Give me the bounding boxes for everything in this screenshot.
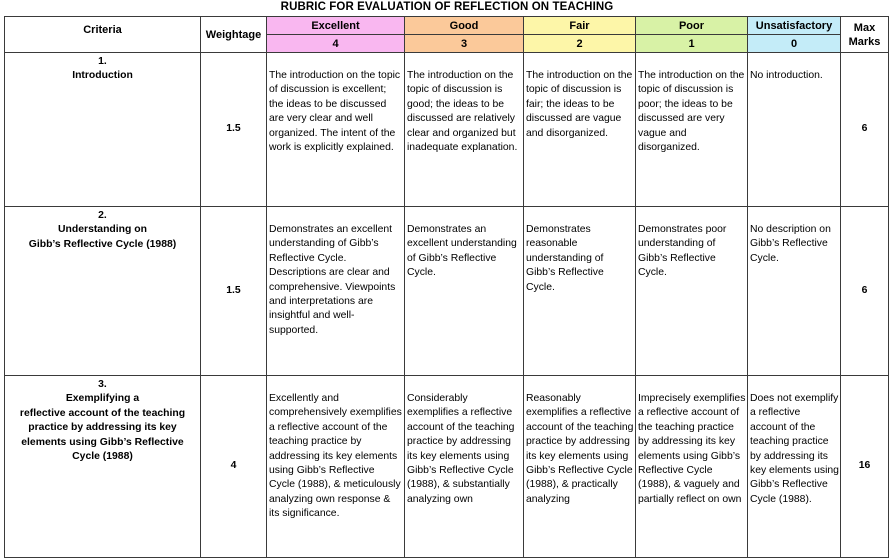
descriptor-text: No description on Gibb’s Reflective Cycle. <box>750 224 831 264</box>
descriptor-poor <box>636 207 748 376</box>
rubric-title: RUBRIC FOR EVALUATION OF REFLECTION ON TEACHING <box>280 1 614 13</box>
criteria-cell <box>5 207 201 376</box>
descriptor-text: No introduction. <box>750 70 823 81</box>
criteria-line: Introduction <box>72 70 133 82</box>
criteria-number: 3. <box>98 379 107 390</box>
weightage-value: 1.5 <box>201 207 267 376</box>
criteria-number: 2. <box>98 210 107 221</box>
level-good-score: 3 <box>405 35 524 53</box>
level-excellent-label: Excellent <box>267 17 405 35</box>
descriptor-good <box>405 207 524 376</box>
descriptor-fair <box>524 53 636 207</box>
level-poor-label: Poor <box>636 17 748 35</box>
level-unsatisfactory-label: Unsatisfactory <box>748 17 841 35</box>
descriptor-unsatisfactory <box>748 53 841 207</box>
descriptor-text: Considerably exemplifies a reflective account of the teaching practice by addressing its key elements using Gibb’s Reflective Cycle (1988), & substantially analyzing own <box>407 393 515 505</box>
descriptor-good <box>405 53 524 207</box>
table-row <box>5 207 889 376</box>
descriptor-text: Excellently and comprehensively exemplifies a reflective account of the teaching practice by addressing its key elements using Gibb’s Reflective Cycle (1988), & meticulously analyzing own response & its significance. <box>269 393 402 520</box>
criteria-line: elements using Gibb’s Reflective <box>21 436 184 448</box>
descriptor-fair <box>524 207 636 376</box>
header-weightage: Weightage <box>201 17 267 53</box>
descriptor-unsatisfactory <box>748 376 841 558</box>
descriptor-text: The introduction on the topic of discussion is good; the ideas to be discussed are relatively clear and organized but inadequate explanation. <box>407 70 518 154</box>
descriptor-excellent <box>267 376 405 558</box>
rubric-table <box>4 16 889 558</box>
table-row <box>5 376 889 558</box>
max-marks-value: 16 <box>841 376 889 558</box>
descriptor-poor <box>636 53 748 207</box>
level-fair-label: Fair <box>524 17 636 35</box>
descriptor-fair <box>524 376 636 558</box>
descriptor-text: The introduction on the topic of discussion is fair; the ideas to be discussed are vague and disorganized. <box>526 70 633 139</box>
descriptor-text: Does not exemplify a reflective account of the teaching practice by addressing its key elements using Gibb’s Reflective Cycle (1988). <box>750 393 839 505</box>
descriptor-poor <box>636 376 748 558</box>
level-unsatisfactory-score: 0 <box>748 35 841 53</box>
descriptor-text: Imprecisely exemplifies a reflective account of the teaching practice by addressing its key elements using Gibb’s Reflective Cycle (1988), & vaguely and partially reflect on own <box>638 393 746 505</box>
descriptor-excellent <box>267 53 405 207</box>
descriptor-text: Demonstrates reasonable understanding of Gibb’s Reflective Cycle. <box>526 224 604 293</box>
level-excellent-score: 4 <box>267 35 405 53</box>
descriptor-text: Reasonably exemplifies a reflective account of the teaching practice by addressing its key elements using Gibb’s Reflective Cycle (1988), & practically analyzing <box>526 393 634 505</box>
descriptor-text: The introduction on the topic of discussion is excellent; the ideas to be discussed are very clear and well organized. The intent of the work is explicitly explained. <box>269 70 401 154</box>
header-max-marks-line1: Max <box>853 21 876 34</box>
criteria-line: Exemplifying a <box>65 393 140 405</box>
descriptor-good <box>405 376 524 558</box>
level-fair-score: 2 <box>524 35 636 53</box>
descriptor-text: Demonstrates an excellent understanding of Gibb’s Reflective Cycle. <box>407 224 517 279</box>
max-marks-value: 6 <box>841 207 889 376</box>
descriptor-unsatisfactory <box>748 207 841 376</box>
table-row <box>5 53 889 207</box>
criteria-number: 1. <box>98 56 107 67</box>
max-marks-value: 6 <box>841 53 889 207</box>
descriptor-excellent <box>267 207 405 376</box>
criteria-line: practice by addressing its key <box>28 422 177 434</box>
weightage-value: 4 <box>201 376 267 558</box>
header-max-marks-line2: Marks <box>848 35 881 48</box>
header-criteria: Criteria <box>5 17 201 53</box>
weightage-value: 1.5 <box>201 53 267 207</box>
level-poor-score: 1 <box>636 35 748 53</box>
criteria-cell <box>5 376 201 558</box>
header-max-marks <box>841 17 889 53</box>
criteria-line: Understanding on <box>58 224 147 236</box>
descriptor-text: Demonstrates poor understanding of Gibb’s Reflective Cycle. <box>638 224 727 279</box>
level-good-label: Good <box>405 17 524 35</box>
descriptor-text: The introduction on the topic of discussion is poor; the ideas to be discussed are very vague and disorganized. <box>638 70 745 154</box>
criteria-line: Cycle (1988) <box>72 451 133 463</box>
criteria-line: reflective account of the teaching <box>19 407 186 419</box>
criteria-cell <box>5 53 201 207</box>
descriptor-text: Demonstrates an excellent understanding of Gibb’s Reflective Cycle. Descriptions are clear and comprehensive. Viewpoints and interpretations are insightful and well-supported. <box>269 224 396 336</box>
criteria-line: Gibb’s Reflective Cycle (1988) <box>28 238 177 250</box>
